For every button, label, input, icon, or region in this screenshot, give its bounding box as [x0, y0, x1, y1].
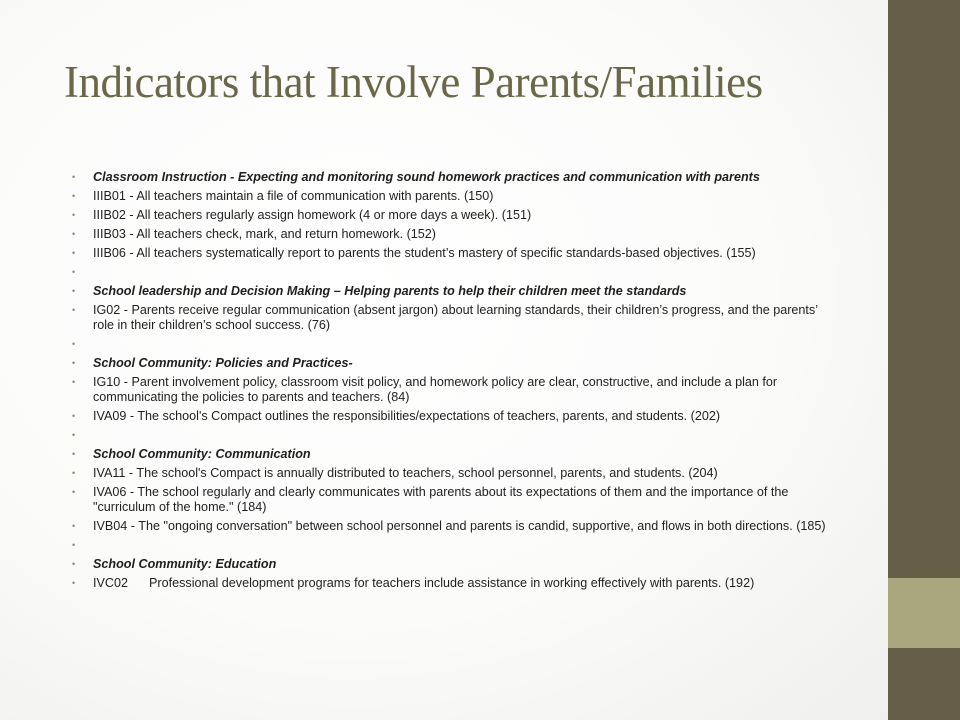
sidebar-decoration-top: [888, 0, 960, 578]
bullet-dot-icon: •: [72, 578, 76, 588]
bullet-text: IVA09 - The school's Compact outlines the responsibilities/expectations of teachers, parents, and students. (202): [93, 409, 721, 423]
bullet-item: [72, 246, 842, 261]
bullet-list: [72, 170, 842, 595]
bullet-text: School leadership and Decision Making – Helping parents to help their children meet the standards: [93, 284, 687, 298]
bullet-text: IVB04 - The "ongoing conversation" between school personnel and parents is candid, supportive, and flows in both directions. (185): [93, 519, 826, 533]
section-heading: [72, 284, 842, 299]
sidebar-decoration-accent: [888, 578, 960, 648]
bullet-text: School Community: Communication: [93, 447, 311, 461]
bullet-text: School Community: Education: [93, 557, 277, 571]
bullet-item: [72, 208, 842, 223]
bullet-text: IIIB01 - All teachers maintain a file of communication with parents. (150): [93, 189, 494, 203]
bullet-item: [72, 265, 842, 280]
bullet-dot-icon: •: [72, 540, 76, 550]
bullet-item: [72, 303, 842, 333]
bullet-text: IVA11 - The school's Compact is annually distributed to teachers, school personnel, parents, and students. (204): [93, 466, 718, 480]
bullet-item: [72, 189, 842, 204]
bullet-dot-icon: •: [72, 191, 76, 201]
bullet-dot-icon: •: [72, 286, 76, 296]
bullet-text: IG10 - Parent involvement policy, classroom visit policy, and homework policy are clear, constructive, and include a plan for communicating the policies to parents and teachers. (84): [93, 375, 778, 404]
bullet-item: [72, 409, 842, 424]
bullet-dot-icon: •: [72, 411, 76, 421]
section-heading: [72, 447, 842, 462]
bullet-text: IIIB02 - All teachers regularly assign homework (4 or more days a week). (151): [93, 208, 532, 222]
bullet-dot-icon: •: [72, 468, 76, 478]
bullet-dot-icon: •: [72, 267, 76, 277]
bullet-text: School Community: Policies and Practices-: [93, 356, 353, 370]
bullet-dot-icon: •: [72, 358, 76, 368]
bullet-dot-icon: •: [72, 559, 76, 569]
section-heading: [72, 557, 842, 572]
bullet-text: IVA06 - The school regularly and clearly communicates with parents about its expectations of them and the importance of the "curriculum of the home." (184): [93, 485, 789, 514]
bullet-dot-icon: •: [72, 430, 76, 440]
bullet-item: [72, 466, 842, 481]
bullet-dot-icon: •: [72, 305, 76, 315]
bullet-item: [72, 227, 842, 242]
bullet-item: [72, 576, 842, 591]
bullet-dot-icon: •: [72, 339, 76, 349]
bullet-dot-icon: •: [72, 172, 76, 182]
bullet-text: IIIB06 - All teachers systematically report to parents the student’s mastery of specific standards-based objectives. (155): [93, 246, 756, 260]
bullet-dot-icon: •: [72, 377, 76, 387]
bullet-text: IIIB03 - All teachers check, mark, and return homework. (152): [93, 227, 436, 241]
bullet-text: IG02 - Parents receive regular communication (absent jargon) about learning standards, their children’s progress, and the parents’ role in their children’s school success. (76): [93, 303, 818, 332]
bullet-dot-icon: •: [72, 248, 76, 258]
section-heading: [72, 356, 842, 371]
bullet-text: IVC02 Professional development programs for teachers include assistance in working effectively with parents. (192): [93, 576, 755, 590]
bullet-dot-icon: •: [72, 210, 76, 220]
bullet-dot-icon: •: [72, 487, 76, 497]
bullet-item: [72, 337, 842, 352]
slide-title: Indicators that Involve Parents/Families: [64, 57, 763, 107]
bullet-dot-icon: •: [72, 229, 76, 239]
bullet-dot-icon: •: [72, 521, 76, 531]
bullet-item: [72, 375, 842, 405]
bullet-dot-icon: •: [72, 449, 76, 459]
sidebar-decoration-bottom: [888, 648, 960, 720]
bullet-item: [72, 519, 842, 534]
section-heading: [72, 170, 842, 185]
bullet-item: [72, 428, 842, 443]
bullet-text: Classroom Instruction - Expecting and monitoring sound homework practices and communication with parents: [93, 170, 760, 184]
bullet-item: [72, 485, 842, 515]
bullet-item: [72, 538, 842, 553]
